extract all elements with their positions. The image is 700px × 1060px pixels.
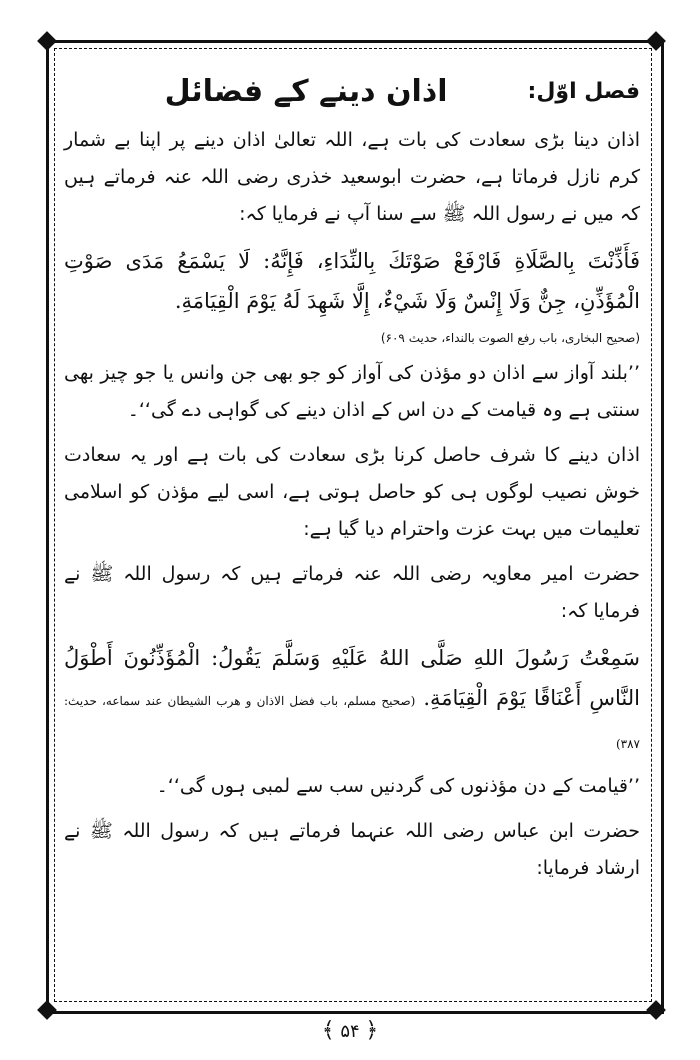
chapter-label: فصل اوّل: — [527, 78, 640, 104]
page-number: ۵۴ — [340, 1021, 360, 1042]
page-title: اذان دینے کے فضائل — [164, 73, 448, 109]
footer-bracket-right: ﴿ — [365, 1018, 379, 1043]
intro-paragraph: اذان دینا بڑی سعادت کی بات ہے، اللہ تعالیٰ اذان دینے پر اپنا بے شمار کرم نازل فرماتا ہے، حضرت ابوسعید خذری رضی اللہ عنہ فرماتے ہیں کہ میں نے رسول اللہ ﷺ سے سنا آپ نے فرمایا کہ: — [64, 129, 640, 225]
muawiya-narration-intro: حضرت امیر معاویہ رضی اللہ عنہ فرماتے ہیں کہ رسول اللہ ﷺ نے فرمایا کہ: — [64, 563, 640, 622]
hadith-2-reference: (صحیح مسلم، باب فضل الاذان و ھرب الشیطان عند سماعه، حدیث: ۳۸۷) — [64, 694, 640, 751]
hadith-2-arabic — [64, 638, 640, 764]
ibn-abbas-narration-intro: حضرت ابن عباس رضی اللہ عنہما فرماتے ہیں کہ رسول اللہ ﷺ نے ارشاد فرمایا: — [64, 820, 640, 879]
hadith-1-reference: (صحیح البخاری، باب رفع الصوت بالنداء، حدیث ۶۰۹) — [380, 331, 640, 345]
footer-bracket-left: ﴾ — [321, 1018, 335, 1043]
hadith-2-translation: ’’قیامت کے دن مؤذنوں کی گردنیں سب سے لمبی ہوں گی‘‘۔ — [156, 775, 640, 797]
hadith-1-translation: ’’بلند آواز سے اذان دو مؤذن کی آواز کو جو بھی جن وانس یا جو چیز بھی سنتی ہے وہ قیامت کے دن اس کے اذان دینے کی گواہی دے گی‘‘۔ — [64, 362, 640, 421]
page-footer — [0, 1018, 700, 1043]
section-header — [64, 66, 640, 116]
hadith-1-arabic: فَأَذِّنْتَ بِالصَّلَاةِ فَارْفَعْ صَوْتَكَ بِالنِّدَاءِ، فَإِنَّهُ: لَا يَسْمَعُ مَدَى صَوْتِ الْمُؤَذِّنِ، جِنٌّ وَلَا إِنْسٌ وَلَا شَيْءٌ، إِلَّا شَهِدَ لَهُ يَوْمَ الْقِيَامَةِ. — [64, 249, 640, 313]
muezzin-honor-paragraph: اذان دینے کا شرف حاصل کرنا بڑی سعادت کی بات ہے اور یہ سعادت خوش نصیب لوگوں ہی کو حاصل ہوتی ہے، اسی لیے مؤذن کو اسلامی تعلیمات میں بہت عزت واحترام دیا گیا ہے: — [64, 444, 640, 540]
page-content — [64, 66, 640, 996]
hadith-2-arabic-text: سَمِعْتُ رَسُولَ اللهِ صَلَّى اللهُ عَلَيْهِ وَسَلَّمَ يَقُولُ: الْمُؤَذِّنُونَ أَطْوَلُ النَّاسِ أَعْنَاقًا يَوْمَ الْقِيَامَةِ. — [64, 646, 640, 710]
